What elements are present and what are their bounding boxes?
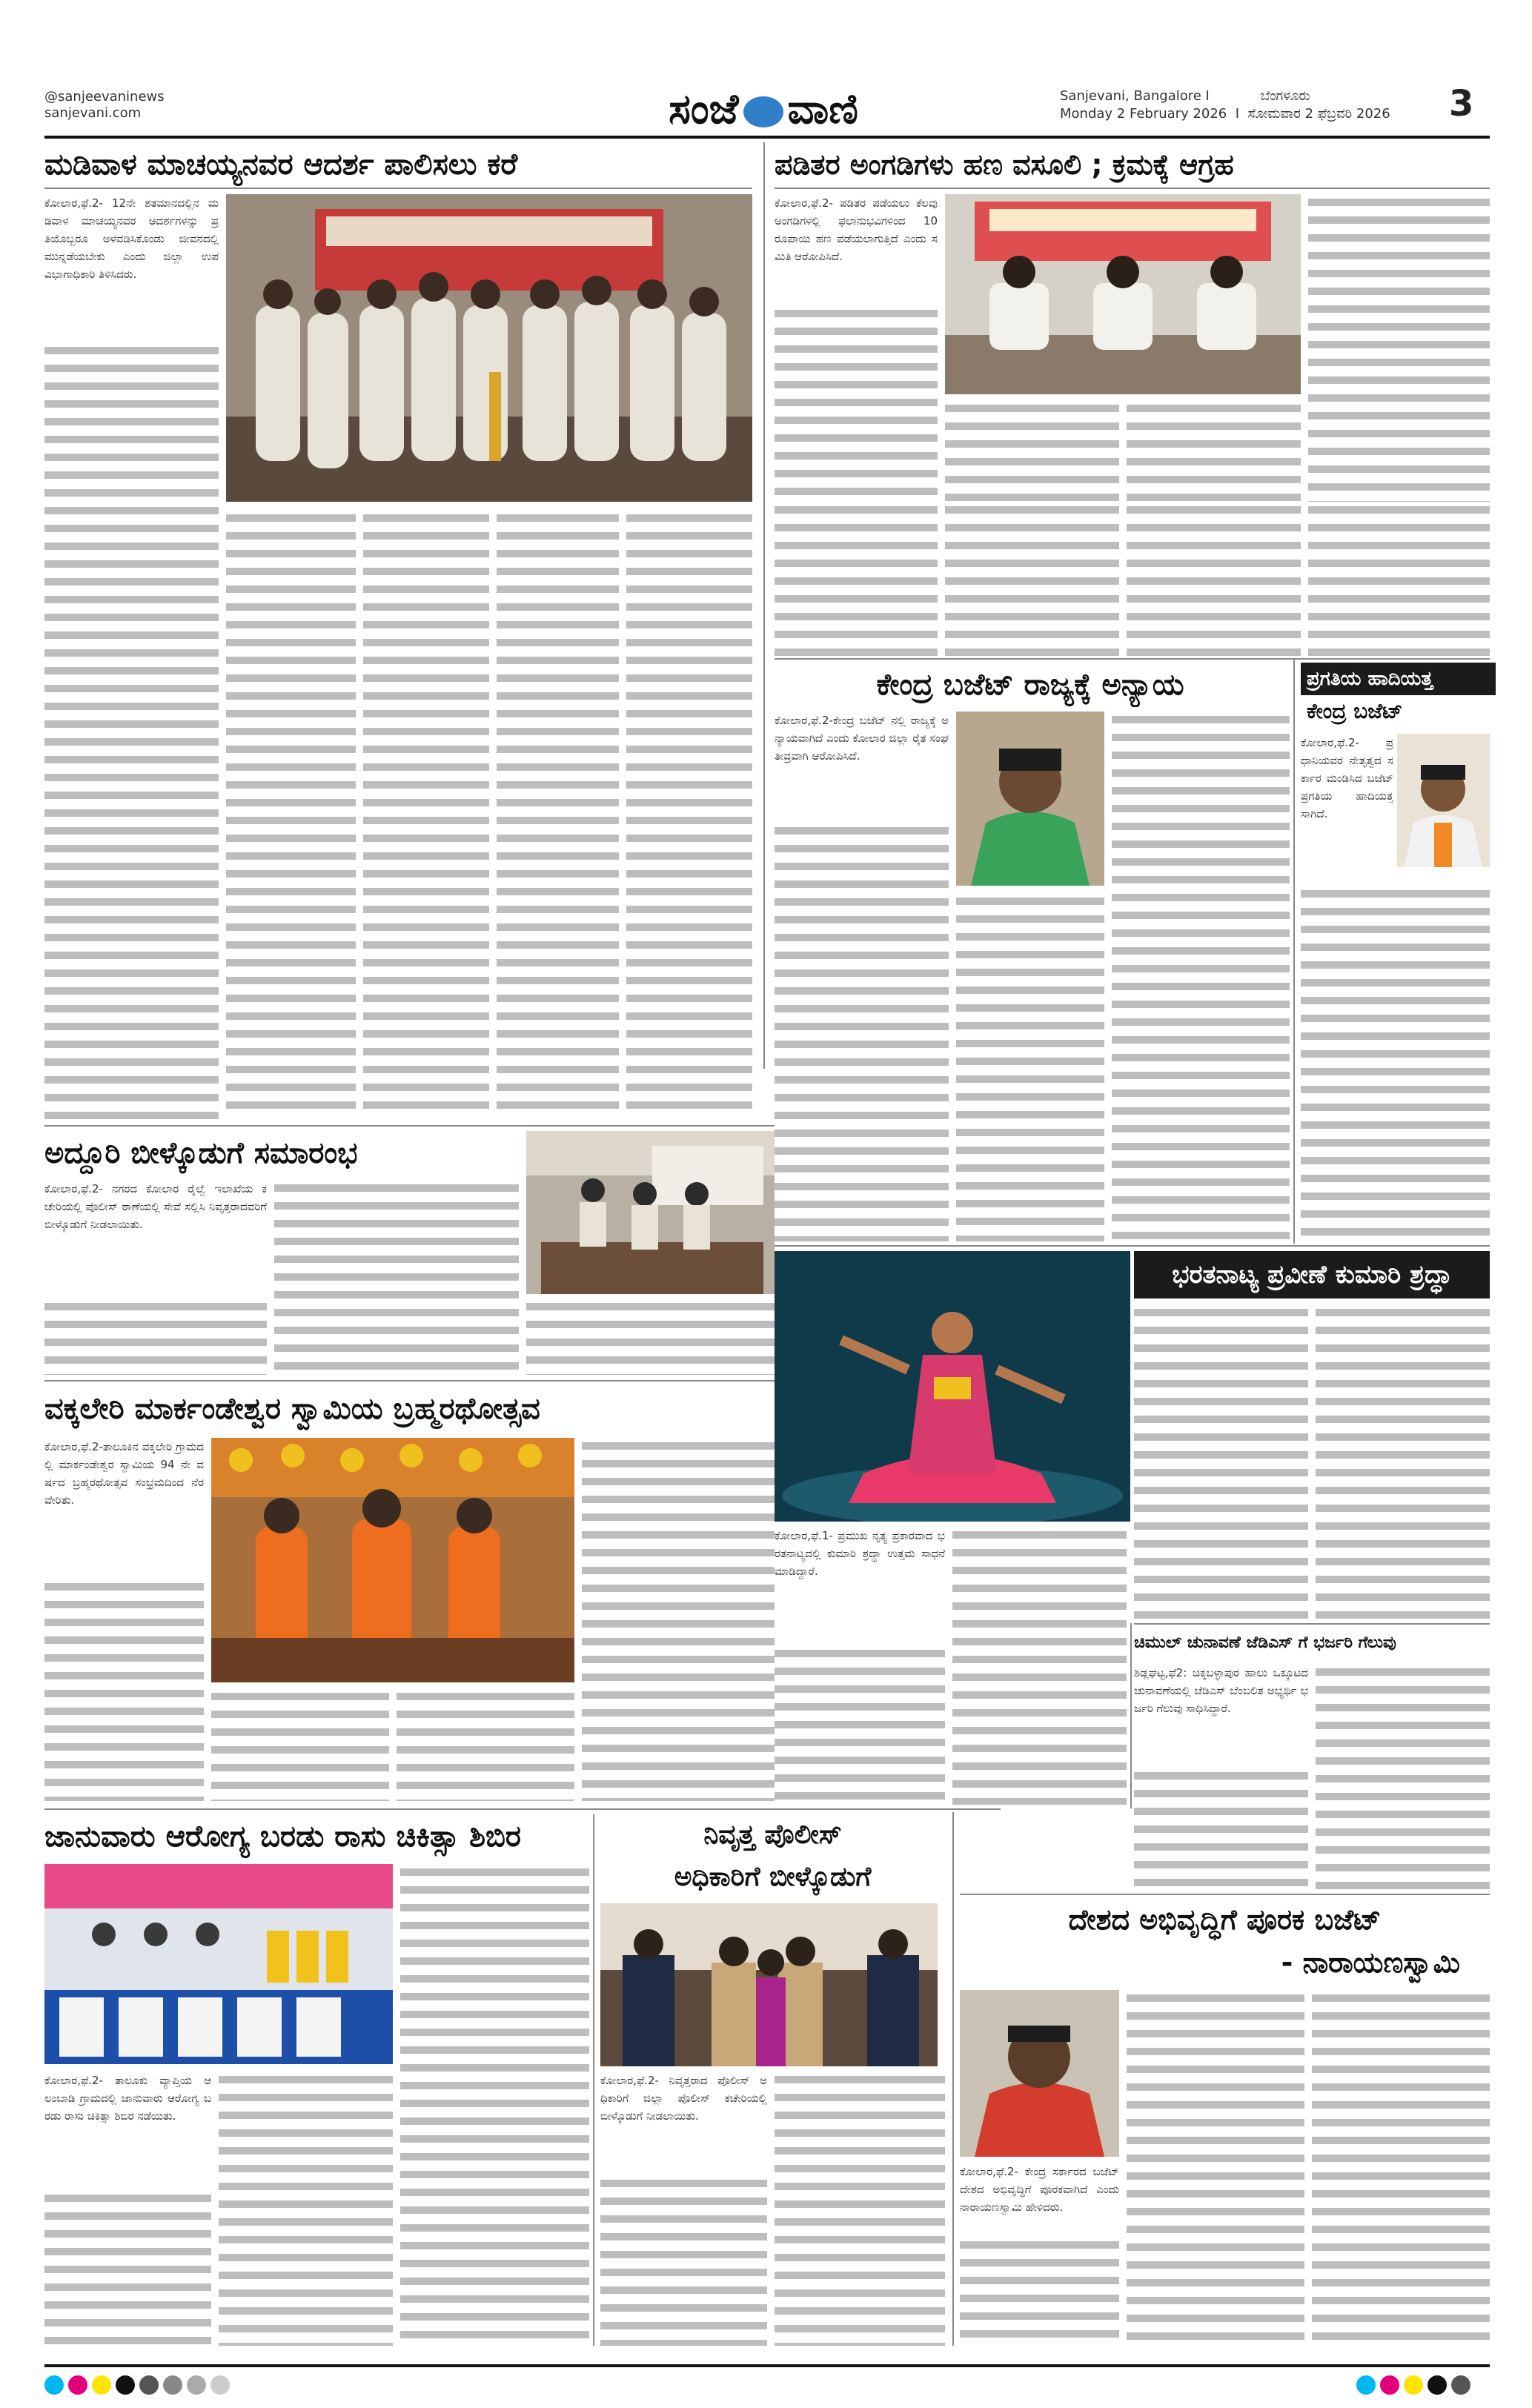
jaanuvaru-text-column [44,2190,211,2346]
masthead-rule [44,136,1490,139]
color-swatch [1451,2375,1470,2395]
madivala-text-column [226,510,356,1119]
police-text-column [775,2072,945,2346]
chimul-lead: ಶಿಡ್ಲಘಟ್ಟ,ಫೆ2: ಚಿಕ್ಕಬಳ್ಳಾಪುರ ಹಾಲು ಒಕ್ಕೂಟದ ಚುನಾವಣೆಯಲ್ಲಿ ಜೆಡಿಎಸ್ ಬೆಂಬಲಿತ ಅಭ್ಯರ್ಥಿ ಭರ್ಜರಿ ಗೆಲುವು ಸಾಧಿಸಿದ್ದಾರೆ. [1134,1666,1308,1715]
madivala-lead: ಕೋಲಾರ,ಫೆ.2- 12ನೇ ಶತಮಾನದಲ್ಲಿನ ಮಡಿವಾಳ ಮಾಚಯ್ಯನವರ ಆದರ್ಶಗಳನ್ನು ಪ್ರತಿಯೊಬ್ಬರೂ ಅಳವಡಿಸಿಕೊಂಡು ಜೀವನದಲ್ಲಿ ಮುನ್ನಡೆಯಬೇಕು ಎಂದು ಜಿಲ್ಲಾ ಉಪವಿಭಾಗಾಧಿಕಾರಿ ತಿಳಿಸಿದರು. [44,196,219,281]
padithara-lead: ಕೋಲಾರ,ಫೆ.2- ಪಡಿತರ ಪಡೆಯಲು ಕೆಲವು ಅಂಗಡಿಗಳಲ್ಲಿ ಫಲಾನುಭವಿಗಳಿಂದ 10 ರೂಪಾಯಿ ಹಣ ಪಡೆಯಲಾಗುತ್ತಿದೆ ಎಂದು ಸಮಿತಿ ಆರೋಪಿಸಿದೆ. [775,196,938,263]
headline-jaanuvaru: ಜಾನುವಾರು ಆರೋಗ್ಯ ಬರಡು ರಾಸು ಚಿಕಿತ್ಸಾ ಶಿಬಿರ [44,1820,522,1854]
bharatanatya-text-column [1316,1304,1490,1619]
madivala-event-photo [226,194,752,502]
police-farewell-photo [600,1903,938,2066]
city: ಬೆಂಗಳೂರು [1260,88,1310,104]
color-swatch [163,2375,182,2395]
madivala-text-column [497,510,619,1119]
padithara-text-column [945,502,1119,657]
headline-police-line2: ಅಧಿಕಾರಿಗೆ ಬೀಳ್ಕೊಡುಗೆ [674,1862,872,1892]
divider [44,188,752,189]
color-swatch [1427,2375,1447,2395]
vakkaleri-text-column [582,1438,775,1801]
narayanaswamy-text-column [1127,1990,1304,2346]
vakkaleri-text-column [397,1688,574,1801]
budget-text-column [775,823,949,1241]
budget-person-photo [956,712,1104,886]
column-rule [1130,1623,1132,1808]
jaanuvaru-camp-photo [44,1864,393,2064]
jaanuvaru-lead: ಕೋಲಾರ,ಫೆ.2- ತಾಲೂಕು ವ್ಯಾಪ್ತಿಯ ಆಲಂಬಾಡಿ ಗ್ರಾಮದಲ್ಲಿ ಜಾನುವಾರು ಆರೋಗ್ಯ ಬರಡು ರಾಸು ಚಿಕಿತ್ಸಾ ಶಿಬಿರ ನಡೆಯಿತು. [44,2074,211,2123]
column-rule [763,142,765,1069]
headline-vakkaleri: ವಕ್ಕಲೇರಿ ಮಾರ್ಕಂಡೇಶ್ವರ ಸ್ವಾಮಿಯ ಬ್ರಹ್ಮರಥೋತ್ಸವ [44,1392,540,1426]
padithara-text-column [945,400,1119,502]
budget-text-column [1112,712,1290,1241]
police-text-column [600,2175,767,2346]
headline-bharatanatya: ಭರತನಾಟ್ಯ ಪ್ರವೀಣೆ ಕುಮಾರಿ ಶ್ರದ್ಧಾ [1134,1251,1490,1298]
budget-lead: ಕೋಲಾರ,ಫೆ.2-ಕೇಂದ್ರ ಬಜೆಟ್ ನಲ್ಲಿ ರಾಜ್ಯಕ್ಕೆ ಅನ್ಯಾಯವಾಗಿದೆ ಎಂದು ಕೋಲಾರ ಜಿಲ್ಲಾ ರೈತ ಸಂಘ ತೀವ್ರವಾಗಿ ಆರೋಪಿಸಿದೆ. [775,714,949,763]
addoori-photo [526,1131,775,1294]
color-swatch [1404,2375,1423,2395]
vakkaleri-lead: ಕೋಲಾರ,ಫೆ.2-ತಾಲೂಕಿನ ವಕ್ಕಲೇರಿ ಗ್ರಾಮದಲ್ಲಿ ಮಾರ್ಕಂಡೇಶ್ವರ ಸ್ವಾಮಿಯ 94 ನೇ ವರ್ಷದ ಬ್ರಹ್ಮರಥೋತ್ಸವ ಸಂಭ್ರಮದಿಂದ ನೆರವೇರಿತು. [44,1440,204,1507]
headline-pragati-line2: ಕೇಂದ್ರ ಬಜೆಟ್ [1307,699,1403,723]
jaanuvaru-text-column [400,1864,589,2346]
padithara-text-column [1308,194,1490,502]
padithara-press-photo [945,194,1301,394]
addoori-text-column [274,1180,519,1375]
title-right: ವಾಣಿ [787,84,858,133]
color-swatch [92,2375,111,2395]
madivala-text-column [363,510,489,1119]
website: sanjevani.com [44,105,142,121]
narayanaswamy-text-column [1312,1990,1490,2346]
color-registration-strip-right [1356,2375,1475,2398]
masthead-left [44,89,165,122]
headline-pragati-line1: ಪ್ರಗತಿಯ ಹಾದಿಯತ್ತ [1301,663,1496,695]
color-swatch [187,2375,206,2395]
narayanaswamy-text-column [960,2237,1119,2346]
color-swatch [116,2375,135,2395]
newspaper-title [541,83,986,135]
bharatanatya-text-column [775,1645,945,1805]
padithara-text-column [775,502,938,657]
masthead-right: Sanjevani, Bangalore I ಬೆಂಗಳೂರು Monday 2 February 2026 I ಸೋಮವಾರ 2 ಫೆಬ್ರವರಿ 2026 [1060,88,1390,122]
vakkaleri-text-column [211,1688,389,1801]
color-registration-strip-left [44,2375,234,2398]
column-rule [952,1812,954,2346]
headline-narayanaswamy-line1: ದೇಶದ ಅಭಿವೃದ್ಧಿಗೆ ಪೂರಕ ಬಜೆಟ್ [1068,1903,1382,1936]
color-swatch [210,2375,230,2395]
vakkaleri-text-column [44,1579,204,1801]
pragati-person-photo [1397,734,1490,867]
addoori-text-column [526,1298,775,1375]
narayanaswamy-lead: ಕೋಲಾರ,ಫೆ.2- ಕೇಂದ್ರ ಸರ್ಕಾರದ ಬಜೆಟ್ ದೇಶದ ಅಭಿವೃದ್ಧಿಗೆ ಪೂರಕವಾಗಿದೆ ಎಂದು ನಾರಾಯಣಸ್ವಾಮಿ ಹೇಳಿದರು. [960,2165,1119,2214]
column-rule [1293,658,1295,1244]
budget-text-column [956,893,1104,1241]
footer-rule [44,2364,1490,2367]
headline-chimul: ಚಿಮುಲ್ ಚುನಾವಣೆ ಜೆಡಿಎಸ್ ಗೆ ಭರ್ಜರಿ ಗೆಲುವು [1134,1633,1396,1652]
headline-addoori: ಅದ್ದೂರಿ ಬೀಳ್ಕೊಡುಗೆ ಸಮಾರಂಭ [44,1136,358,1170]
jaanuvaru-text-column [219,2072,393,2346]
addoori-lead: ಕೋಲಾರ,ಫೆ.2- ನಗರದ ಕೋಲಾರ ರೈಲ್ವೆ ಇಲಾಖೆಯ ಕಚೇರಿಯಲ್ಲಿ ಪೊಲೀಸ್ ಠಾಣೆಯಲ್ಲಿ ಸೇವೆ ಸಲ್ಲಿಸಿ ನಿವೃತ್ತರಾದವರಿಗೆ ಬೀಳ್ಕೊಡುಗೆ ನೀಡಲಾಯಿತು. [44,1182,267,1231]
chimul-text-column [1316,1664,1490,1890]
pragati-lead: ಕೋಲಾರ,ಫೆ.2- ಪ್ರಧಾನಿಯವರ ನೇತೃತ್ವದ ಸರ್ಕಾರ ಮಂಡಿಸಿದ ಬಜೆಟ್ ಪ್ರಗತಿಯ ಹಾದಿಯತ್ತ ಸಾಗಿದೆ. [1301,736,1393,820]
padithara-text-column [775,305,938,502]
divider [775,658,1490,660]
headline-narayanaswamy-line2: - ನಾರಾಯಣಸ್ವಾಮಿ [1281,1946,1460,1979]
headline-madivala: ಮಡಿವಾಳ ಮಾಚಯ್ಯನವರ ಆದರ್ಶ ಪಾಲಿಸಲು ಕರೆ [44,147,518,182]
newspaper-logo-icon [743,96,783,127]
divider [44,1380,775,1382]
headline-police-line1: ನಿವೃತ್ತ ಪೊಲೀಸ್ [703,1820,842,1850]
page-number: 3 [1449,83,1474,125]
divider [44,1808,1001,1810]
addoori-text-column [44,1298,267,1375]
bharatanatya-text-column [952,1527,1127,1805]
column-rule [593,1814,594,2346]
divider [775,1245,1490,1247]
color-swatch [1380,2375,1399,2395]
date-kannada: ಸೋಮವಾರ 2 ಫೆಬ್ರವರಿ 2026 [1247,106,1390,122]
padithara-text-column [1127,400,1301,502]
bharatanatya-lead: ಕೋಲಾರ,ಫೆ.1- ಪ್ರಮುಖ ನೃತ್ಯ ಪ್ರಕಾರವಾದ ಭರತನಾಟ್ಯದಲ್ಲಿ ಕುಮಾರಿ ಶ್ರದ್ಧಾ ಉತ್ತಮ ಸಾಧನೆ ಮಾಡಿದ್ದಾರೆ. [775,1529,945,1578]
bharatanatya-text-column [1134,1304,1308,1619]
social-handle: @sanjeevaninews [44,89,165,105]
pragati-text-column [1301,886,1490,1241]
madivala-text-column [44,342,219,1119]
divider [1134,1623,1490,1625]
color-swatch [139,2375,159,2395]
divider [960,1894,1490,1895]
color-swatch [44,2375,64,2395]
vakkaleri-festival-photo [211,1438,574,1682]
color-swatch [68,2375,87,2395]
narayanaswamy-photo [960,1990,1119,2157]
police-lead: ಕೋಲಾರ,ಫೆ.2- ನಿವೃತ್ತರಾದ ಪೊಲೀಸ್ ಅಧಿಕಾರಿಗೆ ಜಿಲ್ಲಾ ಪೊಲೀಸ್ ಕಚೇರಿಯಲ್ಲಿ ಬೀಳ್ಕೊಡುಗೆ ನೀಡಲಾಯಿತು. [600,2074,767,2123]
date-english: Monday 2 February 2026 [1060,106,1227,122]
divider [44,1125,775,1127]
padithara-text-column [1127,502,1301,657]
headline-budget: ಕೇಂದ್ರ ಬಜೆಟ್ ರಾಜ್ಯಕ್ಕೆ ಅನ್ಯಾಯ [876,668,1184,702]
bharatanatya-dancer-photo [775,1251,1130,1522]
color-swatch [1356,2375,1376,2395]
madivala-text-column [626,510,752,1119]
padithara-text-column [1308,502,1490,657]
headline-padithara: ಪಡಿತರ ಅಂಗಡಿಗಳು ಹಣ ವಸೂಲಿ ; ಕ್ರಮಕ್ಕೆ ಆಗ್ರಹ [775,148,1234,181]
chimul-text-column [1134,1768,1308,1890]
divider [775,188,1490,189]
edition: Sanjevani, Bangalore I [1060,88,1210,104]
masthead [0,0,1532,141]
title-left: ಸಂಜೆ [669,84,739,133]
